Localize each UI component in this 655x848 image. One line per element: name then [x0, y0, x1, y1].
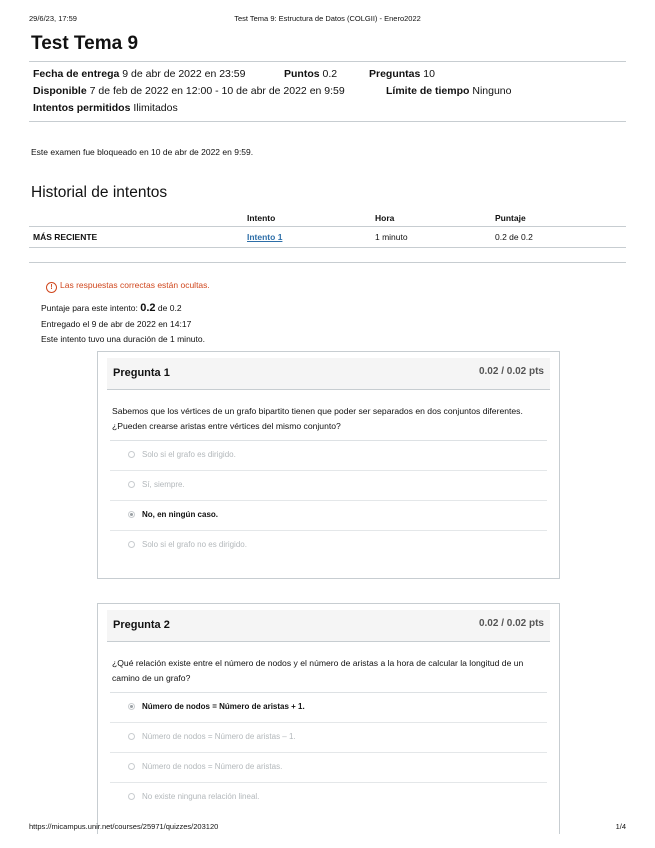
radio-button[interactable] — [128, 763, 135, 770]
print-doc-title: Test Tema 9: Estructura de Datos (COLGII) - Enero2022 — [234, 14, 421, 23]
header-score: Puntaje — [495, 213, 526, 223]
attempts-label: Intentos permitidos — [33, 102, 131, 114]
radio-button[interactable] — [128, 793, 135, 800]
points-label: Puntos — [284, 68, 320, 80]
divider — [29, 262, 626, 263]
answer-option-selected[interactable] — [110, 501, 547, 531]
row-time: 1 minuto — [375, 232, 408, 242]
question-header — [107, 610, 550, 642]
question-card-1 — [97, 351, 560, 579]
available-meta — [33, 85, 345, 97]
available-value: 7 de feb de 2022 en 12:00 - 10 de abr de 2022 en 9:59 — [89, 85, 345, 97]
attempt-link[interactable]: Intento 1 — [247, 232, 283, 242]
time-limit-meta — [386, 85, 511, 97]
answer-list — [110, 441, 547, 560]
time-limit-label: Límite de tiempo — [386, 85, 470, 97]
header-attempt: Intento — [247, 213, 276, 223]
answer-option[interactable] — [110, 753, 547, 783]
score-prefix: Puntaje para este intento: — [41, 303, 138, 313]
history-header-row — [29, 208, 626, 227]
radio-button-selected[interactable] — [128, 511, 135, 518]
meta-row-1 — [33, 68, 246, 80]
row-score: 0.2 de 0.2 — [495, 232, 533, 242]
question-text: Sabemos que los vértices de un grafo bipartito tienen que poder ser separados en dos conjuntos diferentes. ¿Pueden crearse aristas entre vértices del mismo conjunto? — [112, 406, 523, 431]
score-value: 0.2 — [140, 302, 156, 314]
table-row — [29, 227, 626, 248]
submitted-info: Entregado el 9 de abr de 2022 en 14:17 — [41, 319, 192, 329]
answer-option[interactable] — [110, 783, 547, 812]
question-title: Pregunta 1 — [113, 367, 170, 379]
attempts-meta — [33, 102, 178, 114]
print-url: https://micampus.unir.net/courses/25971/quizzes/203120 — [29, 822, 219, 831]
history-title: Historial de intentos — [31, 184, 168, 201]
radio-button[interactable] — [128, 481, 135, 488]
question-title: Pregunta 2 — [113, 619, 170, 631]
hidden-answers-notice — [46, 280, 210, 293]
page-title: Test Tema 9 — [31, 33, 139, 54]
attempts-value: Ilimitados — [133, 102, 178, 114]
answer-list — [110, 693, 547, 812]
questions-meta — [369, 68, 435, 80]
print-datetime: 29/6/23, 17:59 — [29, 14, 77, 23]
question-card-2 — [97, 603, 560, 834]
locked-notice: Este examen fue bloqueado en 10 de abr de 2022 en 9:59. — [31, 147, 254, 157]
exclamation-circle-icon: ! — [46, 282, 57, 293]
divider — [29, 121, 626, 122]
answer-option[interactable] — [110, 531, 547, 560]
due-label: Fecha de entrega — [33, 68, 120, 80]
points-meta — [284, 68, 337, 80]
row-label: MÁS RECIENTE — [33, 232, 98, 242]
radio-button[interactable] — [128, 733, 135, 740]
radio-button-selected[interactable] — [128, 703, 135, 710]
question-points: 0.02 / 0.02 pts — [478, 618, 544, 629]
questions-value: 10 — [423, 68, 435, 80]
questions-label: Preguntas — [369, 68, 421, 80]
divider — [29, 61, 626, 62]
answer-text: Número de nodos = Número de aristas. — [142, 762, 283, 771]
due-value: 9 de abr de 2022 en 23:59 — [122, 68, 246, 80]
answer-option[interactable] — [110, 723, 547, 753]
available-label: Disponible — [33, 85, 87, 97]
answer-text: Número de nodos = Número de aristas – 1. — [142, 732, 296, 741]
question-text: ¿Qué relación existe entre el número de nodos y el número de aristas a la hora de calcular la longitud de un camino de un grafo? — [112, 658, 524, 683]
header-time: Hora — [375, 213, 395, 223]
answer-text: No, en ningún caso. — [142, 510, 219, 519]
hidden-notice-text: Las respuestas correctas están ocultas. — [60, 280, 210, 290]
question-header — [107, 358, 550, 390]
answer-text: Solo si el grafo no es dirigido. — [142, 540, 247, 549]
answer-text: Solo si el grafo es dirigido. — [142, 450, 236, 459]
answer-text: No existe ninguna relación lineal. — [142, 792, 260, 801]
time-limit-value: Ninguno — [472, 85, 512, 97]
answer-option-selected[interactable] — [110, 693, 547, 723]
duration-info: Este intento tuvo una duración de 1 minuto. — [41, 334, 205, 344]
answer-text: Número de nodos = Número de aristas + 1. — [142, 702, 305, 711]
page-number: 1/4 — [615, 822, 626, 831]
history-table — [29, 208, 626, 248]
answer-option[interactable] — [110, 471, 547, 501]
radio-button[interactable] — [128, 541, 135, 548]
question-points: 0.02 / 0.02 pts — [478, 366, 544, 377]
answer-text: Sí, siempre. — [142, 480, 185, 489]
score-suffix: de 0.2 — [157, 303, 182, 313]
answer-option[interactable] — [110, 441, 547, 471]
points-value: 0.2 — [322, 68, 338, 80]
attempt-score — [41, 302, 182, 314]
radio-button[interactable] — [128, 451, 135, 458]
